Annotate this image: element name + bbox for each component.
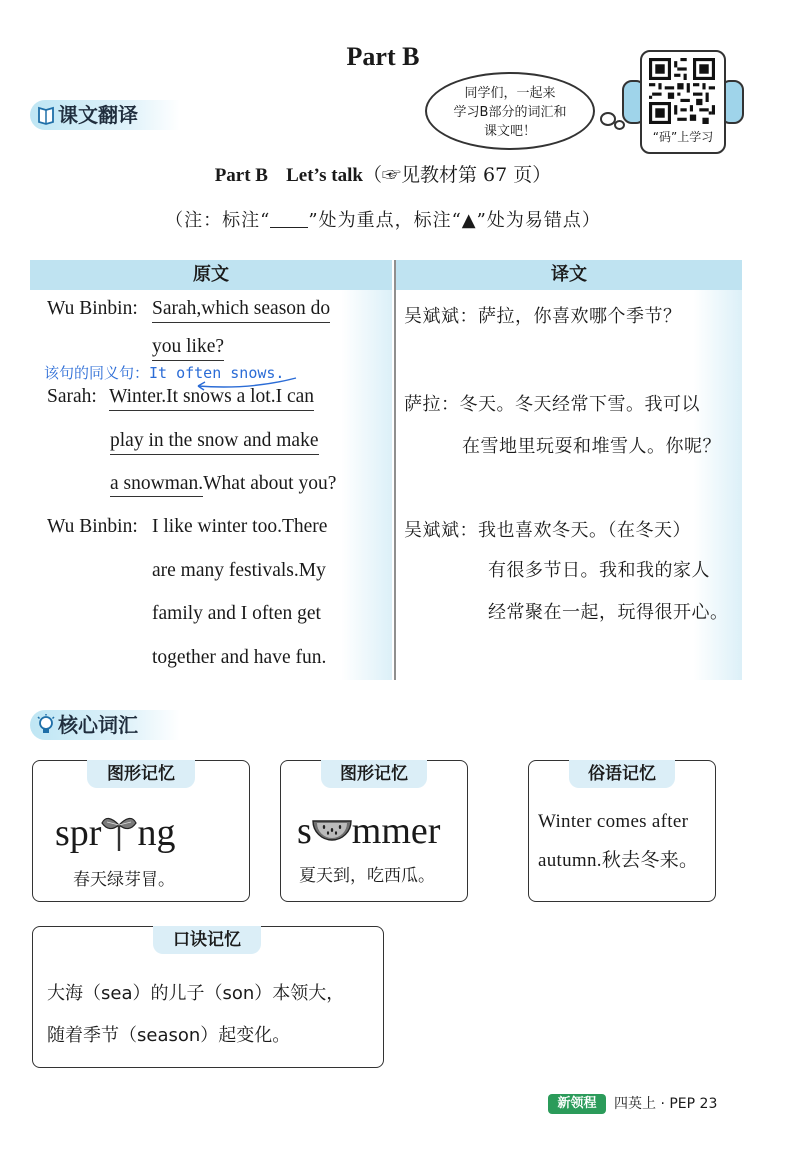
qr-code-icon xyxy=(649,58,715,124)
dialogue-line: Winter.It snows a lot.I can xyxy=(109,386,314,411)
memory-card-proverb xyxy=(528,760,716,902)
memory-card-rhyme xyxy=(32,926,384,1068)
column-header-original: 原文 xyxy=(30,260,392,290)
qr-frame xyxy=(640,50,726,154)
column-divider xyxy=(394,260,396,680)
word-part: mmer xyxy=(351,810,441,852)
page-title: Part B xyxy=(346,42,420,71)
underlined-phrase: a snowman. xyxy=(110,473,203,497)
qr-caption: “码”上学习 xyxy=(652,130,714,144)
rhyme-line: 大海（sea）的儿子（son）本领大， xyxy=(47,983,345,1004)
lightbulb-icon xyxy=(35,713,57,737)
bubble-line: 课文吧！ xyxy=(483,124,536,139)
translation-line: 吴斌斌：我也喜欢冬天。（在冬天） xyxy=(404,520,691,541)
dialogue-line: I like winter too.There xyxy=(152,516,328,537)
card-mnemonic: 夏天到，吃西瓜。 xyxy=(299,866,435,886)
translation-line: 吴斌斌：萨拉，你喜欢哪个季节？ xyxy=(404,306,682,327)
memory-card-spring xyxy=(32,760,250,902)
dialogue-line: you like? xyxy=(152,336,224,361)
section-title: 课文翻译 xyxy=(58,103,138,127)
publisher-badge: 新领程 xyxy=(548,1094,606,1114)
translation-table xyxy=(30,260,742,680)
speech-bubble xyxy=(425,72,595,150)
note-suffix: ”处为重点，标注“▲”处为易错点） xyxy=(308,210,601,231)
translation-line: 经常聚在一起，玩得很开心。 xyxy=(488,602,729,623)
lesson-header: Part B Let’s talk（☞见教材第 67 页） xyxy=(214,164,552,186)
bubble-line: 同学们，一起来 xyxy=(464,86,556,101)
proverb-line: Winter comes after xyxy=(538,811,689,832)
rhyme-line: 随着季节（season）起变化。 xyxy=(47,1025,291,1046)
bubble-line: 学习B部分的词汇和 xyxy=(453,105,567,120)
speaker-wu-binbin: Wu Binbin: xyxy=(47,298,138,319)
note-prefix: （注：标注“ xyxy=(165,210,271,231)
word-part: s xyxy=(297,810,312,852)
proverb-line: autumn.秋去冬来。 xyxy=(538,850,699,871)
underline-sample xyxy=(270,213,308,228)
dialogue-line: are many festivals.My xyxy=(152,560,326,581)
watermelon-icon xyxy=(312,819,352,843)
column-header-translation: 译文 xyxy=(396,260,742,290)
card-mnemonic: 春天绿芽冒。 xyxy=(73,870,175,890)
section-header-vocabulary xyxy=(30,710,180,740)
vocab-word-spring xyxy=(55,811,175,855)
handwritten-annotation: 该句的同义句：It often snows. xyxy=(44,364,285,382)
dialogue-line: family and I often get xyxy=(152,603,321,624)
dialogue-line: together and have fun. xyxy=(152,647,327,668)
dialogue-line xyxy=(110,473,336,495)
word-part: spr xyxy=(55,812,102,854)
phrase: What about you? xyxy=(203,473,337,494)
pointing-hand-icon: ☞ xyxy=(382,164,402,186)
card-tab: 图形记忆 xyxy=(321,760,427,788)
translation-line: 萨拉：冬天。冬天经常下雪。我可以 xyxy=(404,394,700,415)
translation-line: 有很多节日。我和我的家人 xyxy=(488,560,710,581)
card-tab: 图形记忆 xyxy=(87,760,195,788)
sprout-icon xyxy=(101,811,137,851)
speaker-wu-binbin: Wu Binbin: xyxy=(47,516,138,537)
textbook-reference: 见教材第 67 页 xyxy=(401,164,533,186)
translation-line: 在雪地里玩耍和堆雪人。你呢？ xyxy=(462,436,721,457)
card-tab: 俗语记忆 xyxy=(569,760,675,788)
part-label: Part B xyxy=(214,165,268,186)
section-title: 核心词汇 xyxy=(58,713,138,737)
page-footer: 四英上 · PEP 23 xyxy=(614,1096,718,1112)
dialogue-line: play in the snow and make xyxy=(110,430,319,455)
qr-code-widget[interactable] xyxy=(620,50,742,158)
dialogue-line: Sarah,which season do xyxy=(152,298,330,323)
note-line xyxy=(0,206,766,232)
lesson-title: Let’s talk xyxy=(286,165,363,186)
memory-card-summer xyxy=(280,760,468,902)
speaker-sarah: Sarah: xyxy=(47,386,97,407)
book-icon xyxy=(36,105,56,125)
section-header-translation xyxy=(30,100,180,130)
word-part: ng xyxy=(137,812,176,854)
card-tab: 口诀记忆 xyxy=(153,926,261,954)
vocab-word-summer xyxy=(297,809,440,853)
